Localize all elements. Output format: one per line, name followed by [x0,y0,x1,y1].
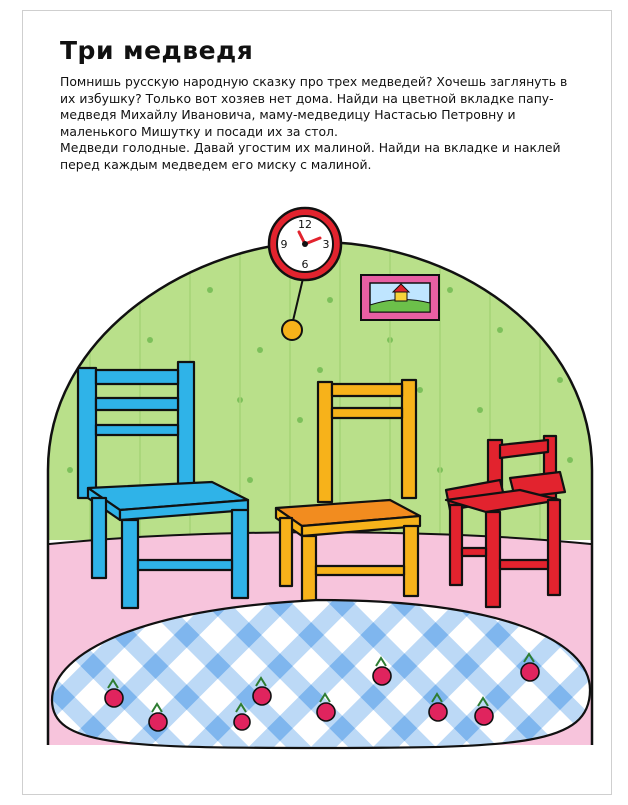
page-title: Три медведя [60,36,254,65]
clock-numeral-3: 3 [322,238,330,251]
clock-numeral-9: 9 [280,238,288,251]
instructions-paragraph-2: Медведи голодные. Давай угостим их малиной. Найди на вкладке и наклей перед каждым медведем его миску с малиной. [60,140,561,172]
wall-picture [361,275,439,320]
clock-numeral-6: 6 [301,258,309,271]
instructions-paragraph-1: Помнишь русскую народную сказку про трех медведей? Хочешь заглянуть в их избушку? Только вот хозяев нет дома. Найди на цветной вкладке папу-медведя Михайлу Ивановича, маму-медведицу Настасью Петровну и маленького Мишутку и посади их за стол. [60,74,568,139]
clock-numeral-12: 12 [298,218,312,231]
